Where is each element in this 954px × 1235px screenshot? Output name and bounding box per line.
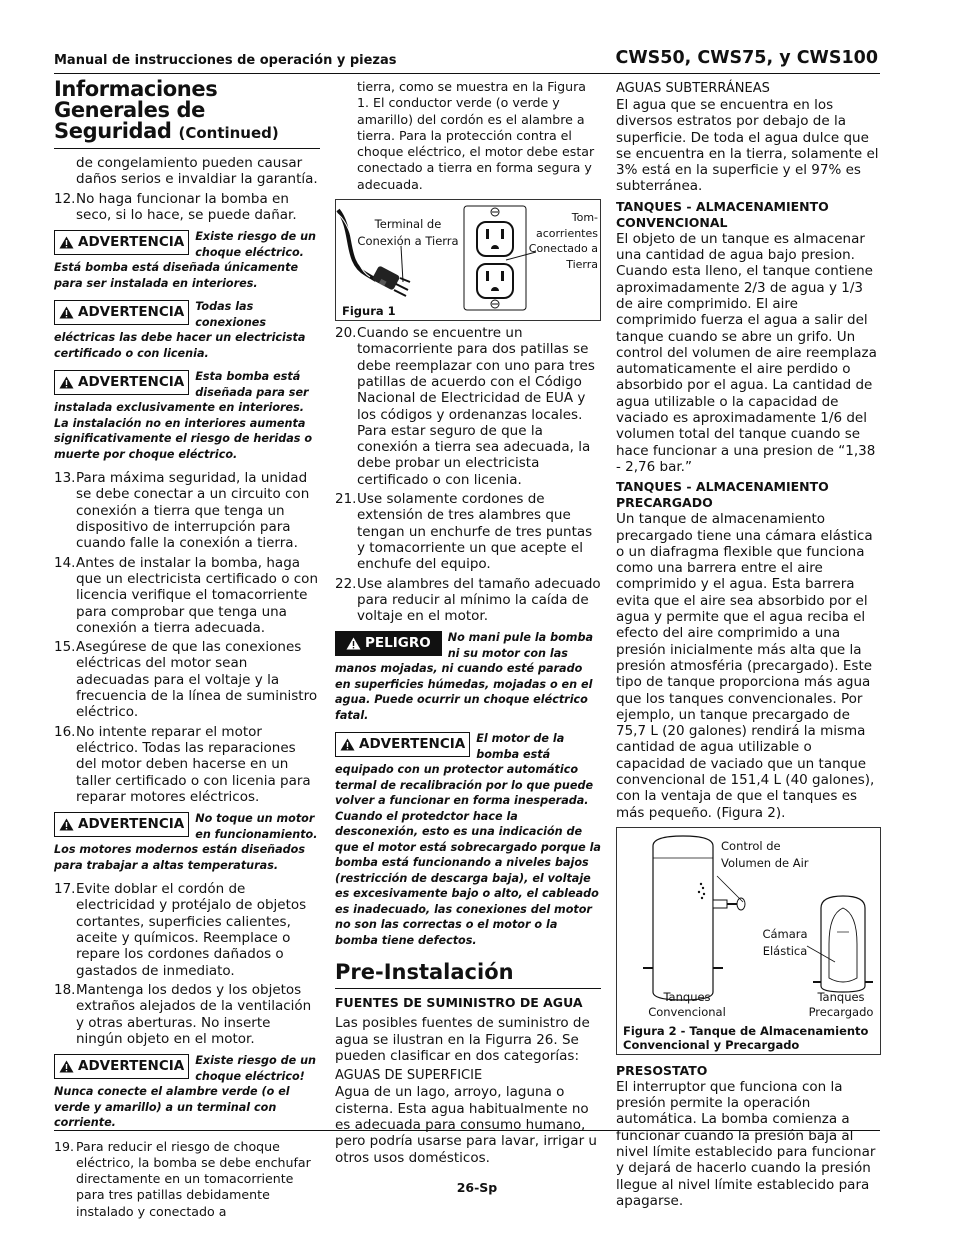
warning-badge: ADVERTENCIA: [335, 732, 470, 757]
section-title: Informaciones Generales de Seguridad (Continued): [54, 79, 320, 149]
conventional-tank-heading: TANQUES - ALMACENAMIENTO CONVENCIONAL: [616, 198, 829, 230]
warning-box: ADVERTENCIA Esta bomba está diseñada para ser instalada exclusivamente en interiores. La instalación no en interiores aumenta significativamente el riesgo de heridas o muerte por choque eléctrico.: [54, 370, 313, 461]
warning-badge: ADVERTENCIA: [54, 1054, 189, 1079]
manual-title: Manual de instrucciones de operación y piezas: [54, 53, 397, 68]
warning-box: ADVERTENCIA Existe riesgo de un choque eléctrico. Está bomba está diseñada únicamente para ser instalada en interiores.: [54, 230, 317, 290]
surface-water-heading: AGUAS DE SUPERFICIE: [335, 1068, 483, 1084]
pre-installation-title: Pre-Instalación: [335, 960, 601, 989]
groundwater-text: El agua que se encuentra en los diversos estratos por debajo de la superficie. De toda el agua dulce que se encuentra en la tierra, solamente el 3% está en la superficie y el 97% es subterránea.: [616, 97, 879, 195]
title-continued: (Continued): [178, 124, 279, 142]
figure-1-caption: Figura 1: [342, 304, 396, 319]
warning-badge: ADVERTENCIA: [54, 300, 189, 325]
warning-triangle-icon: [59, 306, 74, 319]
ground-terminal-label: Terminal de Conexión a Tierra: [357, 217, 459, 249]
list-item: 13. Para máxima seguridad, la unidad se debe conectar a un circuito con conexión a tierra que tenga un dispositivo de interrupción para cuando falle la conexión a tierra.: [54, 470, 310, 552]
warning-triangle-icon: [59, 376, 74, 389]
conventional-tank-text: El objeto de un tanque es almacenar una cantidad de agua bajo presion. Cuando esta lleno, el tanque contiene aproximadamente 2/3 de agua y 1/3 de aire comprimido. El aire comprimido fuerza el agua a salir del tanque cuando se abre un grifo. Un control del volumen de aire reemplaza automaticamente el aire perdido o absorbido por el agua. La cantidad de agua utilizable o la capacidad de vaciado es aproximadamente 1/6 del volumen total del tanque cuando se hace funcionar a una presion de “1,38 - 2,76 bar.”: [616, 230, 877, 475]
precharged-tank-heading: TANQUES - ALMACENAMIENTO PRECARGADO: [616, 479, 829, 511]
list-item: 19. Para reducir el riesgo de choque eléctrico, la bomba se debe enchufar directamente en un tomacorriente para tres patillas debidamente instalado y conectado a: [54, 1138, 311, 1219]
footer-rule: [54, 1130, 880, 1131]
warning-box: ADVERTENCIA Existe riesgo de un choque eléctrico! Nunca conecte el alambre verde (o el verde y amarillo) a un terminal con corriente.: [54, 1054, 317, 1130]
model-numbers: CWS50, CWS75, y CWS100: [615, 48, 878, 68]
intro-text: de congelamiento pueden causar daños serios e invaldiar la garantía.: [76, 155, 318, 188]
warning-box: ADVERTENCIA No toque un motor en funcionamiento. Los motores modernos están diseñados para trabajar a altas temperaturas.: [54, 812, 318, 872]
warning-triangle-icon: [59, 818, 74, 831]
warning-badge: ADVERTENCIA: [54, 230, 189, 255]
danger-badge: PELIGRO: [335, 631, 442, 656]
water-sources-text: Las posibles fuentes de suministro de agua se ilustran en la Figurra 26. Se pueden clasificar en dos categorías:: [335, 1015, 590, 1065]
column-2: [335, 79, 601, 1166]
groundwater-heading: AGUAS SUBTERRÁNEAS: [616, 81, 770, 96]
pressure-switch-text: El interruptor que funciona con la presión permite la operación automática. La bomba comienza a funcionar cuando la presión baja al nivel límite establecido para funcionar y dejará de hacerlo cuando la presión llegue al nivel límite establecido para apagarse.: [616, 1078, 876, 1209]
column-3: [616, 79, 881, 1209]
list-item: 22. Use alambres del tamaño adecuado para reducir al mínimo la caída de voltaje en el motor.: [335, 575, 601, 625]
list-item: 12. No haga funcionar la bomba en seco, si lo hace, se puede dañar.: [54, 190, 297, 223]
figure-1: [335, 199, 601, 321]
list-item: 17. Evite doblar el cordón de electricidad y protéjalo de objetos cortantes, superficies calientes, aceite y químicos. Reemplace o repare los cordones dañados o gastados de inmediato.: [54, 881, 307, 979]
list-item: 14. Antes de instalar la bomba, haga que un electricista certificado o con licencia verifique el tomacorriente para comprobar que tenga una conexión a tierra adecuada.: [54, 554, 318, 636]
surface-water-text: Agua de un lago, arroyo, laguna o cisterna. Esta agua habitualmente no es adecuada para consumo humano, pero podría usarse para lavar, irrigar u otros usos domésticos.: [335, 1084, 597, 1166]
danger-box: PELIGRO No mani pule la bomba ni su motor con las manos mojadas, ni cuando esté parado en superficies húmedas, mojadas o en el agua. Puede ocurrir un choque eléctrico fatal.: [335, 631, 594, 722]
list-item: 15. Asegúrese de que las conexiones eléctricas del motor sean adecuadas para el voltaje y la frecuencia de la línea de suministro eléctrico.: [54, 639, 318, 721]
list-item: 20. Cuando se encuentre un tomacorriente para dos patillas se debe reemplazar con uno para tres patillas de acuerdo con el Código Nacional de Electricidad de EUA y los códigos y ordenanzas locales. Para estar seguro de que la conexión a tierra sea adecuada, la debe probar un electricista certificado o con licenia.: [335, 325, 595, 488]
list-item: 16. No intente reparar el motor eléctrico. Todas las reparaciones del motor deben hacerse en un taller certificado o con licenia para reparar motores eléctricos.: [54, 723, 311, 805]
warning-badge: ADVERTENCIA: [54, 370, 189, 395]
elastic-chamber-label: Cámara Elástica: [762, 926, 808, 958]
grounded-outlet-label: Tom-acorrientes Conectado a Tierra: [528, 211, 598, 271]
warning-box: ADVERTENCIA El motor de la bomba está equipado con un protector automático termal de recalibración por lo que puede volver a funcionar en forma inesperada. Cuando el protedctor hace la desconexión, esto es una indicación de que el motor está sobrecargado porque la bomba está funcionando a niveles bajos (restricción de descarga baja), el voltaje es excesivamente bajo o alto, el cableado es inadecuado, las conexiones del motor no son las correctas o el motor o la bomba tiene defectos.: [335, 732, 601, 947]
header-rule: [54, 73, 880, 74]
figure-2-caption: Figura 2 - Tanque de Almacenamiento Convencional y Precargado: [623, 1023, 869, 1052]
warning-triangle-icon: [59, 236, 74, 249]
pressure-switch-heading: PRESOSTATO: [616, 1062, 708, 1078]
air-volume-control-label: Control de Volumen de Air: [721, 838, 809, 870]
conventional-tank-label: Tanques Convencional: [648, 989, 726, 1019]
column-1: [54, 79, 320, 1223]
warning-triangle-icon: [340, 738, 355, 751]
precharged-tank-text: Un tanque de almacenamiento precargado tiene una cámara elástica o un diafragma flexible que funciona como una barrera entre el aire comprimido y el agua. Esta barrera evita que el aire sea absorbido por el agua y permite que el agua reciba el efecto del aire comprimido a una presión inicialmente más alta que la presión atmosféria (precargado). Este tipo de tanque proporciona más agua que los tanques convencionales. Por ejemplo, un tanque precargado de 75,7 L (20 galones) rendirá la misma cantidad de agua utilizable o capacidad de vaciado que un tanque convencional de 151,4 L (40 galones), con la ventaja de que el tanques es más pequeño. (Figura 2).: [616, 511, 875, 821]
figure-2: [616, 827, 881, 1055]
item19-continued: tierra, como se muestra en la Figura 1. El conductor verde (o verde y amarillo) del cordón es el alambre a tierra. Para la protección contra el choque eléctrico, el motor debe estar conectado a tierra en forma segura y adecuada.: [357, 79, 595, 192]
warning-box: ADVERTENCIA Todas las conexiones eléctricas las debe hacer un electricista certificado o con licenia.: [54, 300, 306, 360]
water-sources-heading: FUENTES DE SUMINISTRO DE AGUA: [335, 995, 583, 1011]
list-item: 18. Mantenga los dedos y los objetos extraños alejados de la ventilación y otras aberturas. No inserte ningún objeto en el motor.: [54, 981, 312, 1047]
warning-badge: ADVERTENCIA: [54, 812, 189, 837]
list-item: 21. Use solamente cordones de extensión de tres alambres que tengan un enchurfe de tres puntas y tomacorriente un que acepte el enchufe del equipo.: [335, 491, 593, 573]
warning-triangle-icon: [346, 637, 361, 650]
page-number: 26-Sp: [456, 1180, 498, 1195]
warning-triangle-icon: [59, 1060, 74, 1073]
precharged-tank-label: Tanques Precargado: [808, 989, 874, 1019]
